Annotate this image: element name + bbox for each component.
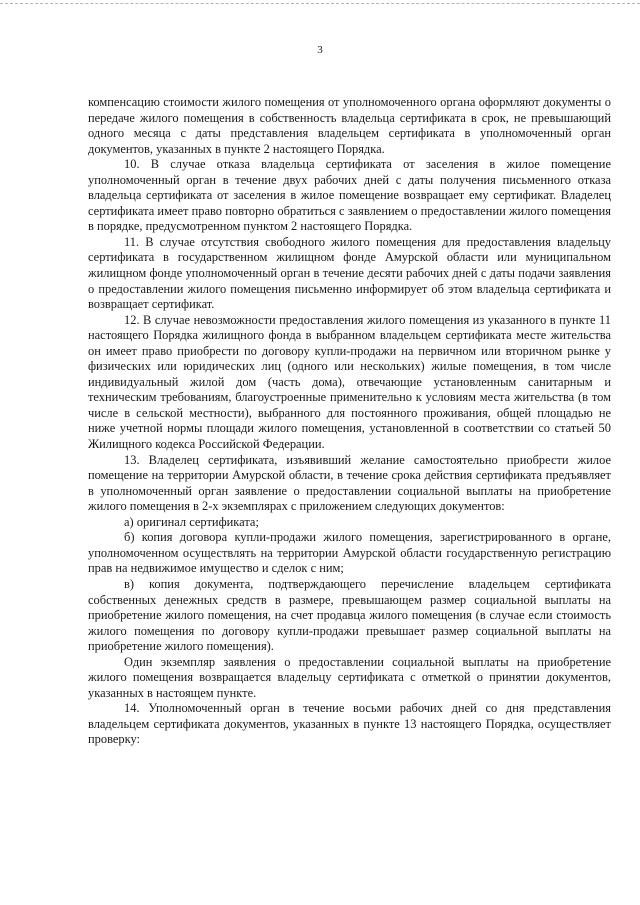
paragraph-14: 14. Уполномоченный орган в течение восьми рабочих дней со дня представления владельцем сертификата документов, указанных в пункте 13 настоящего Порядка, осуществляет проверку: xyxy=(88,701,611,747)
paragraph-10: 10. В случае отказа владельца сертификата от заселения в жилое помещение уполномоченный орган в течение двух рабочих дней с даты получения письменного отказа владельца сертификата от заселения в жилое помещение возвращает ему сертификат. Владелец сертификата имеет право повторно обратиться с заявлением о предоставлении жилого помещения в порядке, предусмотренном пунктом 2 настоящего Порядка. xyxy=(88,157,611,234)
paragraph-12: 12. В случае невозможности предоставления жилого помещения из указанного в пункте 11 настоящего Порядка жилищного фонда в выбранном владельцем сертификата месте жительства он имеет право приобрести по договору купли-продажи на первичном или вторичном рынке у физических или юридических лиц (одного или нескольких) жилые помещения, в том числе индивидуальный жилой дом (часть дома), отвечающие установленным санитарным и техническим требованиям, благоустроенные применительно к условиям места жительства (в том числе в сельской местности), выбранного для постоянного проживания, общей площадью не ниже учетной нормы площади жилого помещения, установленной в соответствии со статьей 50 Жилищного кодекса Российской Федерации. xyxy=(88,312,611,452)
paragraph-13-item-a: а) оригинал сертификата; xyxy=(124,514,259,529)
paragraph-13-item-b: б) копия договора купли-продажи жилого помещения, зарегистрированного в органе, уполномоченном осуществлять на территории Амурской области государственную регистрацию прав на недвижимое имущество и сделок с ним; xyxy=(88,530,611,576)
paragraph-13-note: Один экземпляр заявления о предоставлении социальной выплаты на приобретение жилого помещения возвращается владельцу сертификата с отметкой о принятии документов, указанных в настоящем пункте. xyxy=(88,654,611,700)
paragraph-9-continuation: компенсацию стоимости жилого помещения от уполномоченного органа оформляют документы о передаче жилого помещения в собственность владельца сертификата в срок, не превышающий одного месяца с даты представления владельцем сертификата в уполномоченный орган документов, указанных в пункте 2 настоящего Порядка. xyxy=(88,95,611,156)
paragraph-13-item-c: в) копия документа, подтверждающего перечисление владельцем сертификата собственных денежных средств в размере, превышающем размер социальной выплаты на приобретение жилого помещения, на счет продавца жилого помещения (в случае если стоимость жилого помещения по договору купли-продажи превышает размер социальной выплаты на приобретение жилого помещения). xyxy=(88,576,611,654)
paragraph-13: 13. Владелец сертификата, изъявивший желание самостоятельно приобрести жилое помещение на территории Амурской области, в течение срока действия сертификата предъявляет в уполномоченный орган заявление о предоставлении социальной выплаты на приобретение жилого помещения в 2-х экземплярах с приложением следующих документов: xyxy=(88,452,611,514)
scan-top-edge xyxy=(0,3,640,4)
paragraph-11: 11. В случае отсутствия свободного жилого помещения для предоставления владельцу сертификата в государственном жилищном фонде Амурской области или муниципальном жилищном фонде уполномоченный орган в течение десяти рабочих дней с даты подачи заявления о предоставлении жилого помещения письменно информирует об этом владельца сертификата и возвращает сертификат. xyxy=(88,234,611,312)
page-number: 3 xyxy=(317,44,323,56)
document-body xyxy=(88,95,611,748)
